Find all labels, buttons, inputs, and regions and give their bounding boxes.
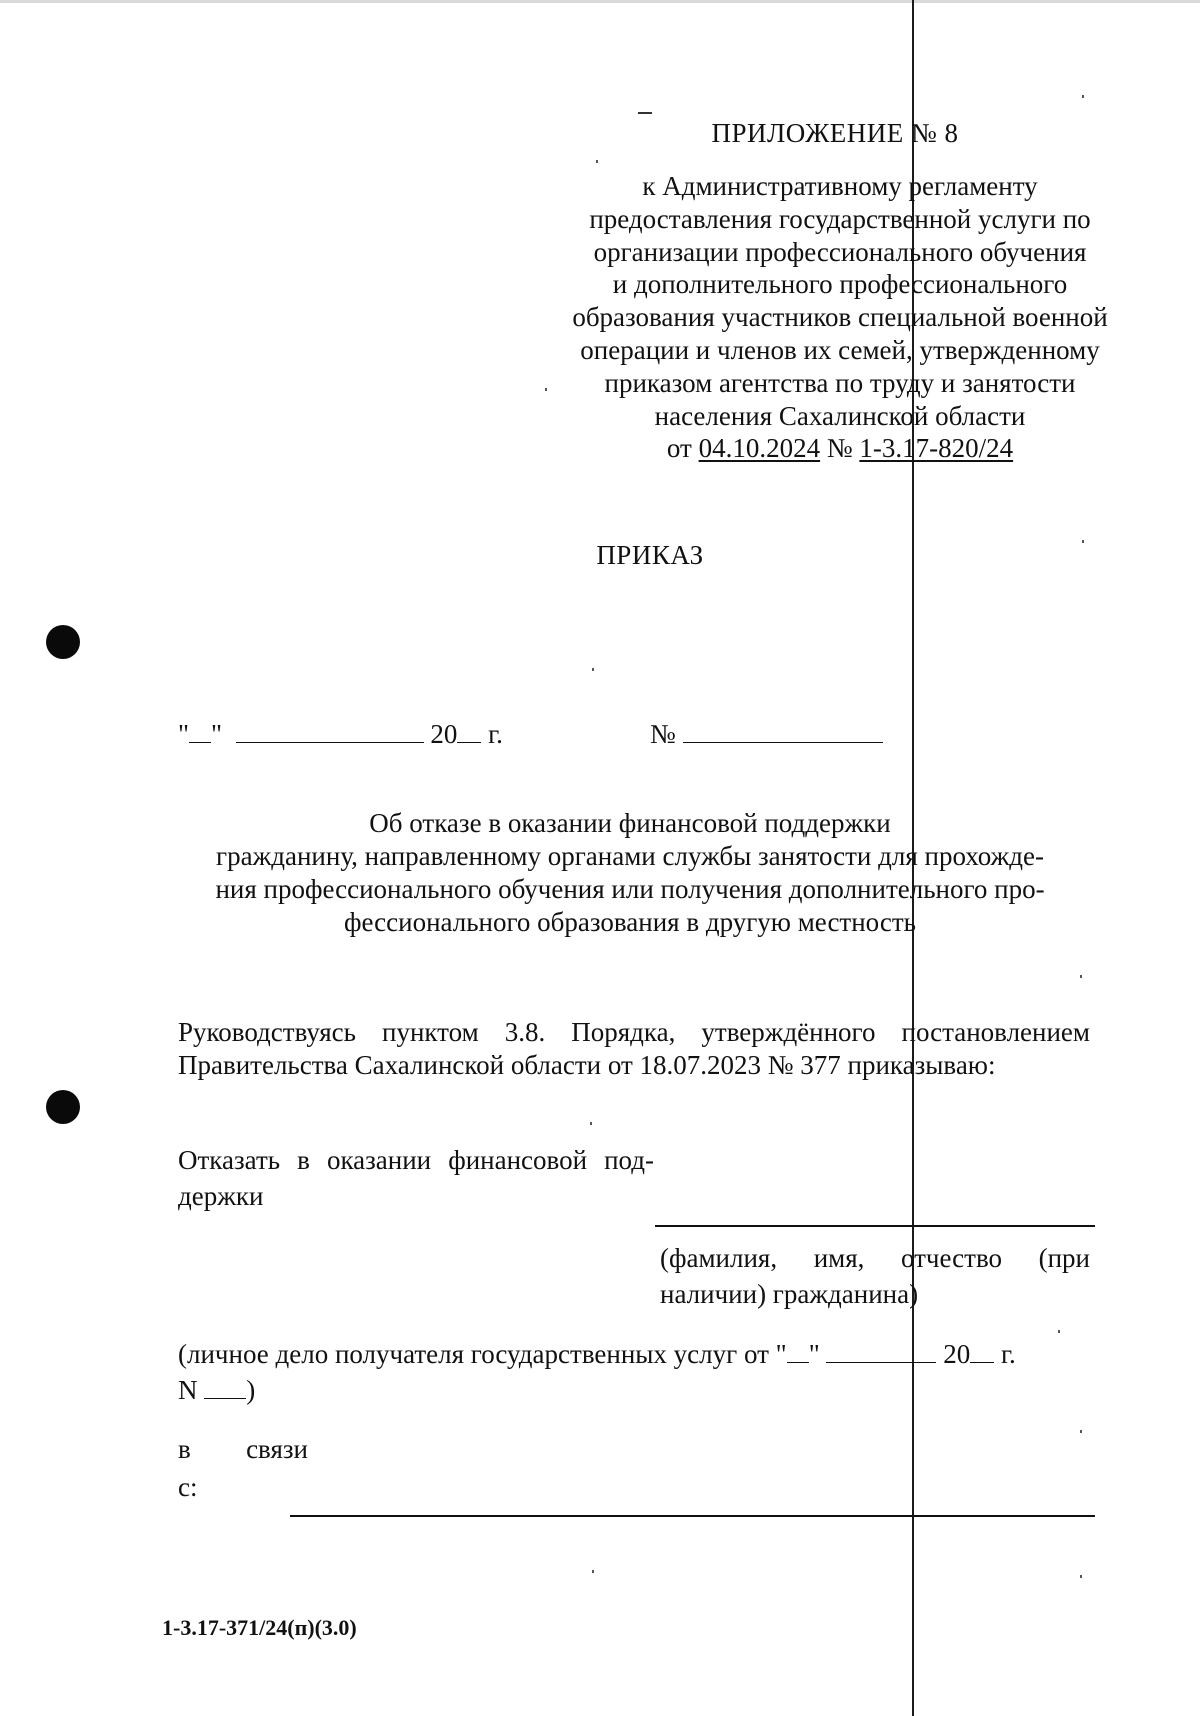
number-blank — [683, 718, 883, 743]
day-blank — [787, 1338, 809, 1363]
day-blank — [189, 718, 211, 743]
approval-number: 1-3.17-820/24 — [859, 433, 1014, 464]
order-subject — [170, 807, 1090, 939]
scan-speck — [590, 1122, 592, 1125]
appendix-line: приказом агентства по труду и занятости — [604, 367, 1076, 398]
order-title: ПРИКАЗ — [596, 540, 704, 570]
basis-line: Руководствуясь пунктом 3.8. Порядка, утверждённого постановлением — [178, 1017, 1090, 1047]
personal-file-line: (личное дело получателя государственных услуг от " " 20 г. — [178, 1339, 1016, 1369]
approval-date: 04.10.2024 — [698, 433, 821, 464]
scan-speck — [1082, 540, 1084, 543]
punch-hole — [46, 625, 80, 659]
caption-line: наличии) гражданина) — [660, 1279, 919, 1309]
scan-speck — [592, 668, 594, 671]
appendix-line: предоставления государственной услуги по — [589, 203, 1091, 234]
month-blank — [826, 1338, 936, 1363]
scan-speck — [1080, 975, 1082, 978]
appendix-line: образования участников специальной военной — [572, 302, 1108, 333]
personal-file-reference — [178, 1336, 1090, 1408]
year-blank — [970, 1338, 994, 1363]
caption-line: (фамилия, имя, отчество (при — [660, 1243, 1090, 1273]
document-code: 1-3.17-371/24(п)(3.0) — [162, 1615, 357, 1640]
appendix-line: населения Сахалинской области — [654, 400, 1026, 431]
appendix-title: ПРИЛОЖЕНИЕ № 8 — [711, 118, 959, 148]
appendix-line: организации профессионального обучения — [593, 236, 1087, 267]
subject-line: ния профессионального обучения или получения дополнительного про- — [215, 874, 1045, 904]
appendix-line: и дополнительного профессионального — [612, 269, 1068, 300]
citizen-name-blank — [655, 1225, 1095, 1227]
scan-speck — [1080, 1430, 1082, 1433]
order-date-field: " " 20 г. — [178, 719, 503, 749]
refusal-paragraph — [178, 1142, 654, 1214]
scan-speck — [1058, 1330, 1060, 1333]
basis-line: Правительства Сахалинской области от 18.07.2023 № 377 приказываю: — [178, 1050, 996, 1080]
scan-speck — [1080, 1575, 1082, 1578]
citizen-name-caption — [660, 1240, 1090, 1312]
order-number-field: № — [650, 718, 883, 750]
punch-hole — [46, 1090, 80, 1124]
scan-top-edge — [0, 0, 1200, 3]
subject-line: фессионального образования в другую местность — [344, 907, 916, 937]
reason-label — [178, 1430, 308, 1506]
appendix-reference — [540, 170, 1140, 465]
appendix-line: операции и членов их семей, утвержденному — [580, 334, 1100, 365]
reason-label-line: с: — [178, 1472, 198, 1502]
subject-line: Об отказе в оказании финансовой поддержки — [369, 808, 891, 838]
reason-label-line: в связи — [178, 1434, 308, 1464]
scan-speck — [1082, 95, 1084, 98]
personal-file-number-line: N ) — [178, 1375, 256, 1405]
month-blank — [236, 718, 424, 743]
scan-speck — [592, 1570, 594, 1573]
scan-mark — [638, 112, 652, 114]
appendix-line: к Административному регламенту — [642, 171, 1038, 201]
file-number-blank — [204, 1374, 246, 1399]
appendix-approval-line: от 04.10.2024 № 1-3.17-820/24 — [666, 433, 1014, 464]
legal-basis-paragraph — [178, 1016, 1090, 1082]
refusal-line: держки — [178, 1181, 264, 1211]
refusal-line: Отказать в оказании финансовой под- — [178, 1145, 654, 1175]
reason-blank — [290, 1515, 1095, 1517]
scan-speck — [596, 160, 598, 163]
subject-line: гражданину, направленному органами службы занятости для прохожде- — [216, 841, 1044, 871]
year-blank — [457, 718, 481, 743]
